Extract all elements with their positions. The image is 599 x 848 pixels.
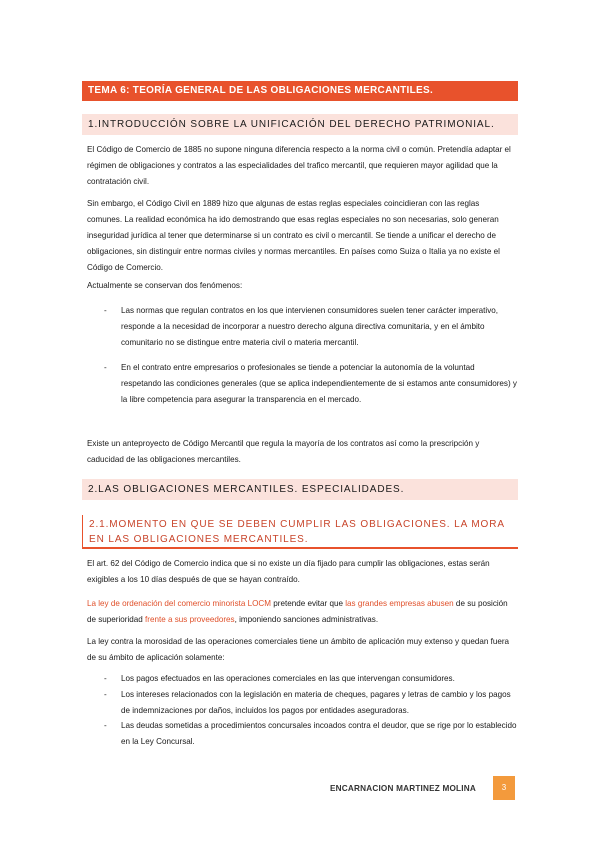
section-1-paragraph-2: Sin embargo, el Código Civil en 1889 hizo que algunas de estas reglas especiales coincidieran con las reglas comunes. La realidad económica ha ido demostrando que esas reglas especiales no son necesarias, solo generan inseguridad jurídica al tener que determinarse si un contrato es civil o mercantil. Se tiende a unificar el derecho de obligaciones, sin distinguir entre normas civiles y normas mercantiles. En países como Suiza o Italia ya no existe el Código de Comercio. xyxy=(87,199,500,272)
section-2-1-heading: 2.1.MOMENTO EN QUE SE DEBEN CUMPLIR LAS OBLIGACIONES. LA MORA EN LAS OBLIGACIONES MERCANTILES. xyxy=(82,515,518,549)
footer-author: ENCARNACION MARTINEZ MOLINA xyxy=(330,784,476,793)
highlight-proveedores: frente a sus proveedores xyxy=(145,615,235,624)
section-1-paragraph-1: El Código de Comercio de 1885 no supone ninguna diferencia respecto a la norma civil o común. Pretendía adaptar el régimen de obligaciones y contratos a las especialidades del trafico mercantil, que requieren mayor agilidad que la contratación civil. xyxy=(87,145,511,186)
text-run: pretende evitar que xyxy=(271,599,346,608)
section-2-paragraph-3: La ley contra la morosidad de las operaciones comerciales tiene un ámbito de aplicación muy extenso y quedan fuera de su ámbito de aplicación solamente: xyxy=(87,637,510,662)
section-2-bullet-2: Los intereses relacionados con la legislación en materia de cheques, pagares y letras de cambio y los pagos de indemnizaciones por daños, incluidos los pagos por entidades aseguradoras. xyxy=(121,690,511,715)
section-2-paragraph-1: El art. 62 del Código de Comercio indica que si no existe un día fijado para cumplir las obligaciones, estas serán exigibles a los 10 días después de que se hayan contraído. xyxy=(87,559,490,584)
text-run: , imponiendo sanciones administrativas. xyxy=(234,615,379,624)
bullet-marker: - xyxy=(104,690,107,699)
section-2-bullet-1: Los pagos efectuados en las operaciones comerciales en las que intervengan consumidores. xyxy=(121,674,455,683)
bullet-marker: - xyxy=(104,363,107,372)
topic-title: TEMA 6: TEORÍA GENERAL DE LAS OBLIGACIONES MERCANTILES. xyxy=(82,81,518,101)
section-1-heading: 1.INTRODUCCIÓN SOBRE LA UNIFICACIÓN DEL DERECHO PATRIMONIAL. xyxy=(82,114,518,135)
section-2-paragraph-2 xyxy=(87,596,515,628)
bullet-marker: - xyxy=(104,306,107,315)
section-1-paragraph-3: Actualmente se conservan dos fenómenos: xyxy=(87,281,243,290)
page-number: 3 xyxy=(493,776,515,800)
bullet-marker: - xyxy=(104,721,107,730)
highlight-locm: La ley de ordenación del comercio minorista LOCM xyxy=(87,599,271,608)
section-2-bullet-3: Las deudas sometidas a procedimientos concursales incoados contra el deudor, que se rige por lo establecido en la Ley Concursal. xyxy=(121,721,517,746)
highlight-grandes-empresas: las grandes empresas abusen xyxy=(345,599,454,608)
section-1-paragraph-4: Existe un anteproyecto de Código Mercantil que regula la mayoría de los contratos así como la prescripción y caducidad de las obligaciones mercantiles. xyxy=(87,439,480,464)
section-1-bullet-1: Las normas que regulan contratos en los que intervienen consumidores suelen tener carácter imperativo, responde a la necesidad de incorporar a nuestro derecho alguna directiva comunitaria, y en el ámbito comunitario no se distingue entre materia civil o materia mercantil. xyxy=(121,306,499,347)
text-run: de su posición de superioridad xyxy=(87,599,508,624)
section-1-bullet-2: En el contrato entre empresarios o profesionales se tiende a potenciar la autonomía de la voluntad respetando las condiciones generales (que se aplica independientemente de si estamos ante consumidores) y la libre competencia para asegurar la transparencia en el mercado. xyxy=(121,363,517,404)
section-2-heading: 2.LAS OBLIGACIONES MERCANTILES. ESPECIALIDADES. xyxy=(82,479,518,500)
bullet-marker: - xyxy=(104,674,107,683)
